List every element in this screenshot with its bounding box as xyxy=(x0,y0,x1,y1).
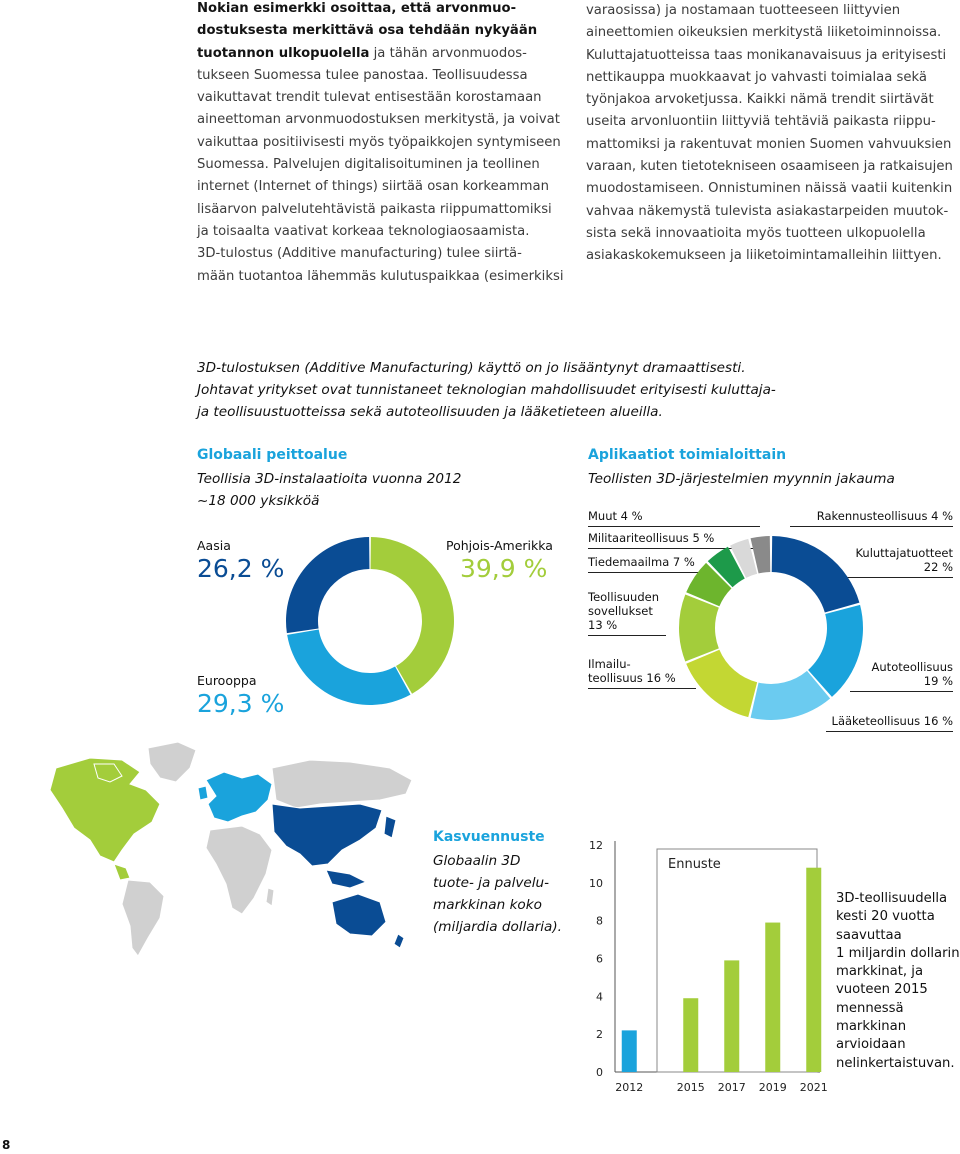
y-tick-label: 0 xyxy=(596,1066,603,1079)
body-text-line: vahvaa näkemystä tulevista asiakastarpeiden muutok- xyxy=(586,203,949,219)
body-text-run: ja tähän arvonmuodos- xyxy=(369,45,527,61)
y-tick-label: 4 xyxy=(596,990,603,1004)
body-text-line: Kuluttajatuotteissa taas monikanavaisuus ja erityisesti xyxy=(586,47,947,63)
note-line: nelinkertaistuvan. xyxy=(836,1055,955,1071)
map-africa xyxy=(206,826,274,914)
applications-subtitle: Teollisten 3D-järjestelmien myynnin jakauma xyxy=(588,471,895,487)
donut-slice-ilmailuteollisuus xyxy=(686,650,757,717)
body-text-line: useita arvonluontiin liittyviä tehtäviä paikasta riippu- xyxy=(586,114,936,130)
quote-line: ja teollisuustuotteissa sekä autoteollisuuden ja lääketieteen alueilla. xyxy=(197,404,663,420)
label-muut: Muut 4 % xyxy=(588,509,760,527)
bar-2021 xyxy=(806,868,821,1072)
map-russia xyxy=(272,760,412,808)
map-australia xyxy=(332,894,404,948)
bar-2015 xyxy=(683,998,698,1072)
region-label-north-america: Pohjois-Amerikka xyxy=(446,538,553,553)
body-text-line: vaikuttaa positiivisesti myös työpaikkojen syntymiseen xyxy=(197,134,561,150)
body-text-line: varaan, kuten tietotekniseen osaamiseen ja ratkaisujen xyxy=(586,159,953,175)
global-coverage-title: Globaali peittoalue xyxy=(197,447,348,463)
forecast-bar-chart xyxy=(585,835,830,1100)
body-text-line: tukseen Suomessa tulee panostaa. Teollisuudessa xyxy=(197,67,528,83)
label-line: sovellukset xyxy=(588,604,653,618)
body-text-line: Nokian esimerkki osoittaa, että arvonmuo- xyxy=(197,1,517,16)
region-value-asia: 26,2 % xyxy=(197,554,285,583)
map-asia xyxy=(272,804,396,888)
label-line: teollisuus 16 % xyxy=(588,671,696,689)
forecast-subtitle xyxy=(433,850,562,938)
quote-line: 3D-tulostuksen (Additive Manufacturing) käyttö on jo lisääntynyt dramaattisesti. xyxy=(197,360,746,376)
forecast-note xyxy=(836,890,960,1073)
x-tick-label: 2021 xyxy=(799,1081,828,1094)
body-text-line: aineettomien oikeuksien merkitystä liiketoiminnoissa. xyxy=(586,25,942,41)
label-line: Kuluttajatuotteet xyxy=(855,546,953,560)
label-rakennusteollisuus: Rakennusteollisuus 4 % xyxy=(790,509,953,527)
region-label-asia: Aasia xyxy=(197,538,231,553)
page-number: 8 xyxy=(2,1138,11,1152)
global-coverage-donut-chart xyxy=(285,536,455,706)
note-line: saavuttaa xyxy=(836,927,902,943)
region-value-north-america: 39,9 % xyxy=(460,554,548,583)
donut-slice-pohjois-amerikka xyxy=(371,537,454,694)
applications-donut-chart xyxy=(676,533,866,723)
label-line: Autoteollisuus xyxy=(871,660,953,674)
x-tick-label: 2012 xyxy=(615,1081,644,1094)
donut-slice-eurooppa xyxy=(287,630,410,705)
map-south-america xyxy=(122,880,164,956)
x-tick-label: 2019 xyxy=(758,1081,787,1094)
body-text-line: ja toisaalta vaativat korkeaa teknologiaosaamista. xyxy=(197,223,530,239)
label-laaketeollisuus: Lääketeollisuus 16 % xyxy=(826,714,953,732)
note-line: mennessä xyxy=(836,1000,904,1016)
y-tick-label: 2 xyxy=(596,1028,603,1042)
body-text-line: varaosissa) ja nostamaan tuotteeseen liittyvien xyxy=(586,3,901,18)
body-text-left-column xyxy=(197,0,567,288)
region-value-europe: 29,3 % xyxy=(197,689,285,718)
body-text-line: Suomessa. Palvelujen digitalisoituminen ja teollinen xyxy=(197,157,540,173)
applications-title: Aplikaatiot toimialoittain xyxy=(588,447,787,463)
subtitle-line: (miljardia dollaria). xyxy=(433,919,563,935)
subtitle-line: markkinan koko xyxy=(433,897,542,913)
bold-phrase: tuotannon ulkopuolella xyxy=(197,45,370,61)
label-line: Teollisuuden xyxy=(588,590,659,604)
note-line: arvioidaan xyxy=(836,1037,906,1053)
subtitle-line: Globaalin 3D xyxy=(433,853,521,869)
body-text-line: työnjakoa arvoketjussa. Kaikki nämä trendit siirtävät xyxy=(586,92,934,108)
label-line: 19 % xyxy=(850,674,953,692)
bar-2012 xyxy=(622,1030,637,1072)
label-teollisuuden-sovellukset xyxy=(588,590,666,636)
label-line: Ilmailu- xyxy=(588,657,631,671)
label-militaariteollisuus: Militaariteollisuus 5 % xyxy=(588,531,756,549)
x-tick-label: 2017 xyxy=(717,1081,746,1094)
quote-line: Johtavat yritykset ovat tunnistaneet teknologian mahdollisuudet erityisesti kuluttaja- xyxy=(197,382,776,398)
y-tick-label: 6 xyxy=(596,952,603,966)
note-line: markkinat, ja xyxy=(836,964,924,980)
global-coverage-subtitle: Teollisia 3D-instalaatioita vuonna 2012 xyxy=(197,471,462,487)
body-text-line: dostuksesta merkittävä osa tehdään nykyään xyxy=(197,23,538,39)
label-line: 13 % xyxy=(588,618,666,636)
note-line: markkinan xyxy=(836,1019,907,1035)
global-coverage-units: ~18 000 yksikköä xyxy=(197,493,320,509)
body-text-line: mään tuotantoa lähemmäs kulutuspaikkaa (esimerkiksi xyxy=(197,268,564,284)
label-tiedemaailma: Tiedemaailma 7 % xyxy=(588,555,700,573)
body-text-line: vaikuttavat trendit tulevat entisestään korostamaan xyxy=(197,90,542,106)
body-text-line: muodostamiseen. Onnistuminen näissä vaatii kuitenkin xyxy=(586,181,953,197)
label-line: 22 % xyxy=(830,560,953,578)
body-text-line xyxy=(197,43,567,65)
region-label-europe: Eurooppa xyxy=(197,673,257,688)
forecast-legend-label: Ennuste xyxy=(668,857,721,872)
bar-2017 xyxy=(724,960,739,1072)
y-tick-label: 10 xyxy=(589,876,603,890)
body-text-line: lisäarvon palvelutehtävistä paikasta riippumattomiksi xyxy=(197,201,552,217)
y-tick-label: 8 xyxy=(596,914,603,928)
subtitle-line: tuote- ja palvelu- xyxy=(433,875,550,891)
map-greenland xyxy=(148,742,196,782)
highlight-quote xyxy=(197,357,837,423)
donut-slice-kuluttajatuotteet xyxy=(772,536,860,613)
donut-slice-teollisuuden-sovellukset xyxy=(679,595,719,662)
note-line: 1 miljardin dollarin xyxy=(836,945,960,961)
body-text-line: nettikauppa muokkaavat jo vahvasti toimialaa sekä xyxy=(586,69,927,85)
map-north-america xyxy=(50,758,160,880)
note-line: 3D-teollisuudella xyxy=(836,891,948,906)
forecast-title: Kasvuennuste xyxy=(433,829,545,845)
note-line: vuoteen 2015 xyxy=(836,982,928,998)
bar-2019 xyxy=(765,923,780,1072)
body-text-line: mattomiksi ja rakentuvat monien Suomen vahvuuksien xyxy=(586,136,952,152)
body-text-line: sista sekä innovaatioita myös tuotteen ulkopuolella xyxy=(586,225,926,241)
world-map xyxy=(10,738,430,968)
body-text-right-column xyxy=(586,0,954,268)
x-tick-label: 2015 xyxy=(676,1081,705,1094)
body-text-line: internet (Internet of things) siirtää osan korkeamman xyxy=(197,179,549,195)
map-europe xyxy=(198,772,272,822)
donut-slice-aasia xyxy=(286,537,369,633)
body-text-line: asiakaskokemukseen ja liiketoimintamalleihin liittyen. xyxy=(586,248,942,264)
note-line: kesti 20 vuotta xyxy=(836,909,935,925)
body-text-line: aineettoman arvonmuodostuksen merkitystä, ja voivat xyxy=(197,112,560,128)
y-tick-label: 12 xyxy=(589,839,603,852)
body-text-line: 3D-tulostus (Additive manufacturing) tulee siirtä- xyxy=(197,246,522,262)
